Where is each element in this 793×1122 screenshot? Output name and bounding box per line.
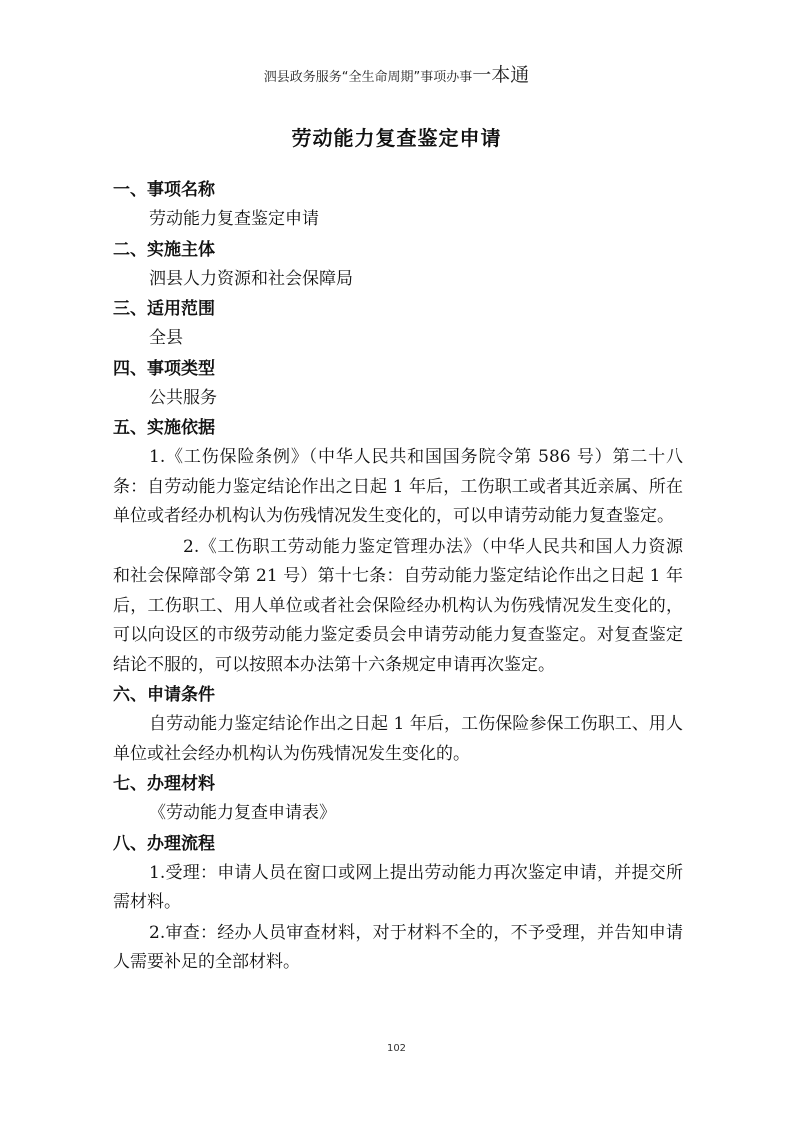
section-paragraph: 1.《工伤保险条例》（中华人民共和国国务院令第 586 号）第二十八条：自劳动能力鉴定结论作出之日起 1 年后，工伤职工或者其近亲属、所在单位或者经办机构认为伤残情况发生变化的，可以申请劳动能力复查鉴定。 <box>113 447 683 526</box>
section-paragraph: 全县 <box>149 328 183 348</box>
document-body <box>113 176 683 979</box>
page-title: 劳动能力复查鉴定申请 <box>291 126 502 150</box>
section-heading: 七、办理材料 <box>113 774 215 794</box>
page-number: 102 <box>386 1043 407 1054</box>
section-paragraph: 公共服务 <box>149 387 217 408</box>
section-heading: 三、适用范围 <box>113 299 215 319</box>
section-heading: 八、办理流程 <box>113 833 215 854</box>
running-header <box>0 60 793 87</box>
section-paragraph: 2.审查：经办人员审查材料，对于材料不全的，不予受理，并告知申请人需要补足的全部材料。 <box>113 922 683 972</box>
section-paragraph: 劳动能力复查鉴定申请 <box>149 209 319 229</box>
section-paragraph: 2.《工伤职工劳动能力鉴定管理办法》（中华人民共和国人力资源和社会保障部令第 21 号）第十七条：自劳动能力鉴定结论作出之日起 1 年后，工伤职工、用人单位或者社会保险经办机构认为伤残情况发生变化的，可以向设区的市级劳动能力鉴定委员会申请劳动能力复查鉴定。对复查鉴定结论不服的，可以按照本办法第十六条规定申请再次鉴定。 <box>113 536 683 675</box>
section-heading: 五、实施依据 <box>113 418 215 438</box>
section-paragraph: 1.受理：申请人员在窗口或网上提出劳动能力再次鉴定申请，并提交所需材料。 <box>113 862 683 912</box>
header-text-large: 一本通 <box>472 64 530 86</box>
section-heading: 六、申请条件 <box>113 685 215 705</box>
section-heading: 二、实施主体 <box>113 239 215 260</box>
section-heading: 一、事项名称 <box>113 180 215 200</box>
header-text: 泗县政务服务“全生命周期”事项办事 <box>263 70 473 85</box>
section-paragraph: 自劳动能力鉴定结论作出之日起 1 年后，工伤保险参保工伤职工、用人单位或社会经办机构认为伤残情况发生变化的。 <box>113 714 683 764</box>
section-heading: 四、事项类型 <box>113 358 215 379</box>
section-paragraph: 泗县人力资源和社会保障局 <box>149 268 353 289</box>
section-paragraph: 《劳动能力复查申请表》 <box>149 803 336 823</box>
